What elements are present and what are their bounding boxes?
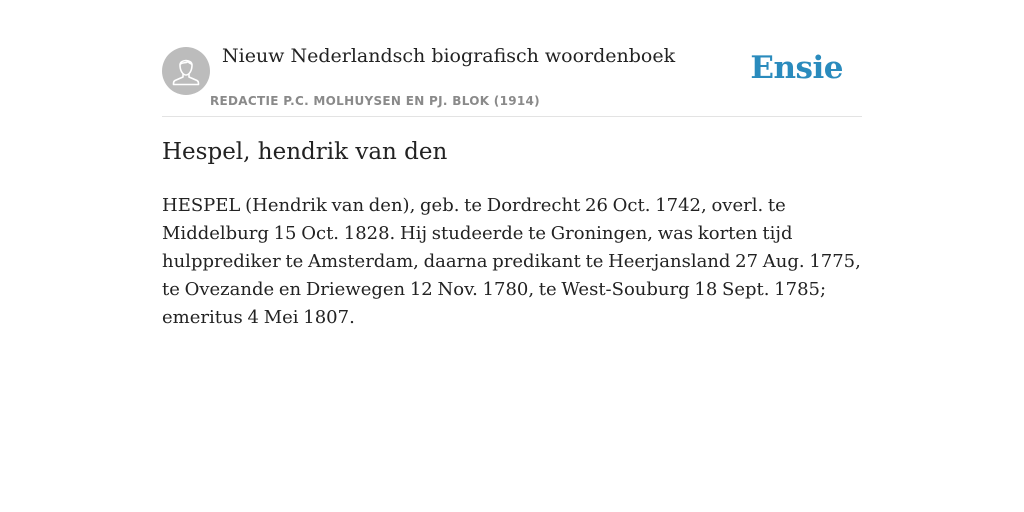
ensie-logo[interactable]: Ensie xyxy=(750,50,843,86)
source-editors: REDACTIE P.C. MOLHUYSEN EN PJ. BLOK (1914) xyxy=(210,94,540,108)
source-header xyxy=(162,0,862,117)
entry-title: Hespel, hendrik van den xyxy=(162,139,448,165)
author-avatar[interactable] xyxy=(162,47,210,95)
source-title[interactable]: Nieuw Nederlandsch biografisch woordenboek xyxy=(222,45,676,67)
user-icon xyxy=(162,47,210,95)
entry-body: HESPEL (Hendrik van den), geb. te Dordrecht 26 Oct. 1742, overl. te Middelburg 15 Oct. 1828. Hij studeerde te Groningen, was korten tijd hulpprediker te Amsterdam, daarna predikant te Heerjansland 27 Aug. 1775, te Ovezande en Driewegen 12 Nov. 1780, te West-Souburg 18 Sept. 1785; emeritus 4 Mei 1807. xyxy=(162,195,861,328)
